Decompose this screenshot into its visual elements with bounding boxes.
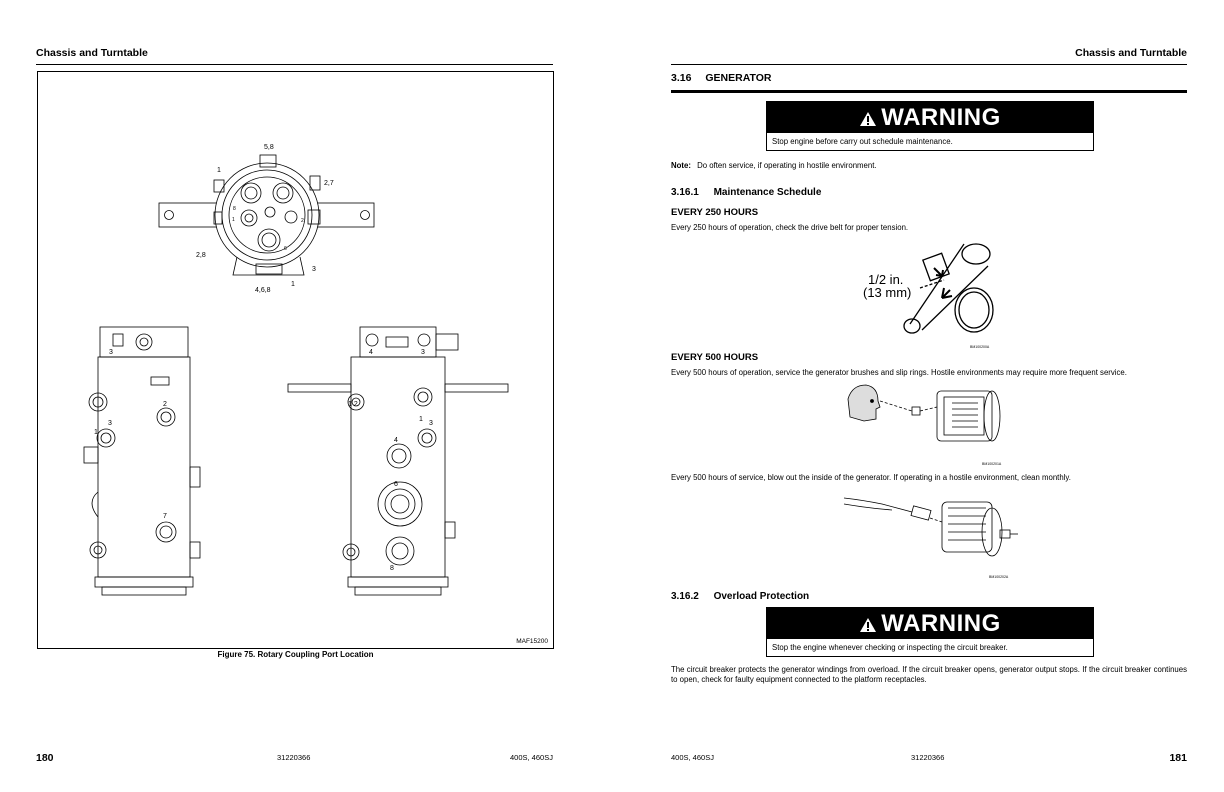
port-label: 7: [163, 513, 167, 520]
brushes-figure: [842, 379, 1012, 469]
right-page-header: Chassis and Turntable: [1075, 47, 1187, 59]
port-label: 6: [394, 481, 398, 488]
rotary-coupling-figure: [37, 71, 554, 649]
port-label: 1: [94, 429, 98, 436]
subsection-title: Overload Protection: [713, 591, 810, 602]
right-page-number: 181: [1169, 752, 1187, 764]
port-label: 4,6,8: [255, 287, 271, 294]
port-label: 1: [419, 416, 423, 423]
interval-text: Every 250 hours of operation, check the drive belt for proper tension.: [671, 223, 909, 232]
belt-tension-drawing: [860, 238, 1000, 350]
subsection-heading: [671, 187, 821, 198]
port-label: 2,7: [324, 180, 334, 187]
port-label: 2: [163, 401, 167, 408]
port-label: 6: [284, 246, 287, 252]
subsection-title: Maintenance Schedule: [713, 187, 822, 198]
left-page-number: 180: [36, 752, 54, 764]
left-page-header: Chassis and Turntable: [36, 47, 148, 59]
interval-heading: EVERY 500 HOURS: [671, 352, 759, 363]
port-label: 3: [421, 349, 425, 356]
rotary-coupling-drawing: [38, 72, 553, 648]
left-header-rule: [36, 64, 553, 65]
port-label: 3: [429, 420, 433, 427]
interval-heading: EVERY 250 HOURS: [671, 207, 759, 218]
figure-code: BM100200A: [970, 345, 990, 349]
warning-title: WARNING: [881, 610, 1001, 637]
generator-clean-figure: [842, 490, 1022, 582]
port-label: 3: [109, 349, 113, 356]
left-model: 400S, 460SJ: [510, 753, 553, 762]
port-label: 1 2: [348, 401, 358, 408]
port-label: 1: [291, 281, 295, 288]
section-heading: [671, 72, 771, 84]
right-model: 400S, 460SJ: [671, 753, 714, 762]
port-label: 1: [217, 167, 221, 174]
subsection-number: 3.16.1: [671, 187, 699, 198]
port-label: 4: [394, 437, 398, 444]
warning-banner: [767, 102, 1093, 133]
left-doc-number: 31220366: [277, 753, 311, 762]
subsection-heading: [671, 591, 809, 602]
port-label: 3: [312, 266, 316, 273]
note: [671, 161, 877, 171]
port-label: 2: [301, 218, 304, 224]
warning-triangle-icon: [859, 617, 877, 633]
figure-caption: Figure 75. Rotary Coupling Port Location: [217, 650, 374, 659]
warning-text: Stop the engine whenever checking or inspecting the circuit breaker.: [772, 643, 1008, 652]
tension-label: 1/2 in.: [868, 272, 904, 287]
right-doc-number: 31220366: [911, 753, 945, 762]
section-title: GENERATOR: [705, 72, 772, 84]
interval-text-2: Every 500 hours of service, blow out the inside of the generator. If operating in a hostile environment, clean monthly.: [671, 473, 1071, 482]
tension-label-metric: (13 mm): [863, 285, 912, 300]
warning-box: [766, 607, 1094, 657]
generator-clean-drawing: [842, 490, 1022, 582]
port-label: 8: [390, 565, 394, 572]
section-number: 3.16: [671, 72, 692, 84]
subsection-number: 3.16.2: [671, 591, 699, 602]
warning-banner: [767, 608, 1093, 639]
figure-code: BM100202A: [989, 575, 1009, 579]
port-label: 5,8: [264, 144, 274, 151]
interval-text: Every 500 hours of operation, service the generator brushes and slip rings. Hostile environments may require more frequent service.: [671, 368, 1127, 377]
port-label: 1: [232, 217, 235, 223]
note-text: Do often service, if operating in hostile environment.: [697, 161, 877, 170]
belt-tension-figure: [860, 238, 1000, 350]
note-label: Note:: [671, 161, 691, 170]
warning-title: WARNING: [881, 104, 1001, 131]
section-rule: [671, 90, 1187, 93]
port-label: 2,8: [196, 252, 206, 259]
port-label: 3: [108, 420, 112, 427]
warning-triangle-icon: [859, 111, 877, 127]
port-label: 8: [233, 206, 236, 212]
overload-paragraph: The circuit breaker protects the generator windings from overload. If the circuit breaker opens, generator output stops. If the circuit breaker continues to open, check for faulty equipment connected to the platform receptacles.: [671, 665, 1187, 684]
right-header-rule: [671, 64, 1187, 65]
warning-box: [766, 101, 1094, 151]
figure-code: BM100201A: [982, 462, 1002, 466]
port-label: 4: [369, 349, 373, 356]
brushes-drawing: [842, 379, 1012, 469]
figure-code: MAF15200: [516, 638, 548, 645]
warning-text: Stop engine before carry out schedule maintenance.: [772, 137, 953, 146]
